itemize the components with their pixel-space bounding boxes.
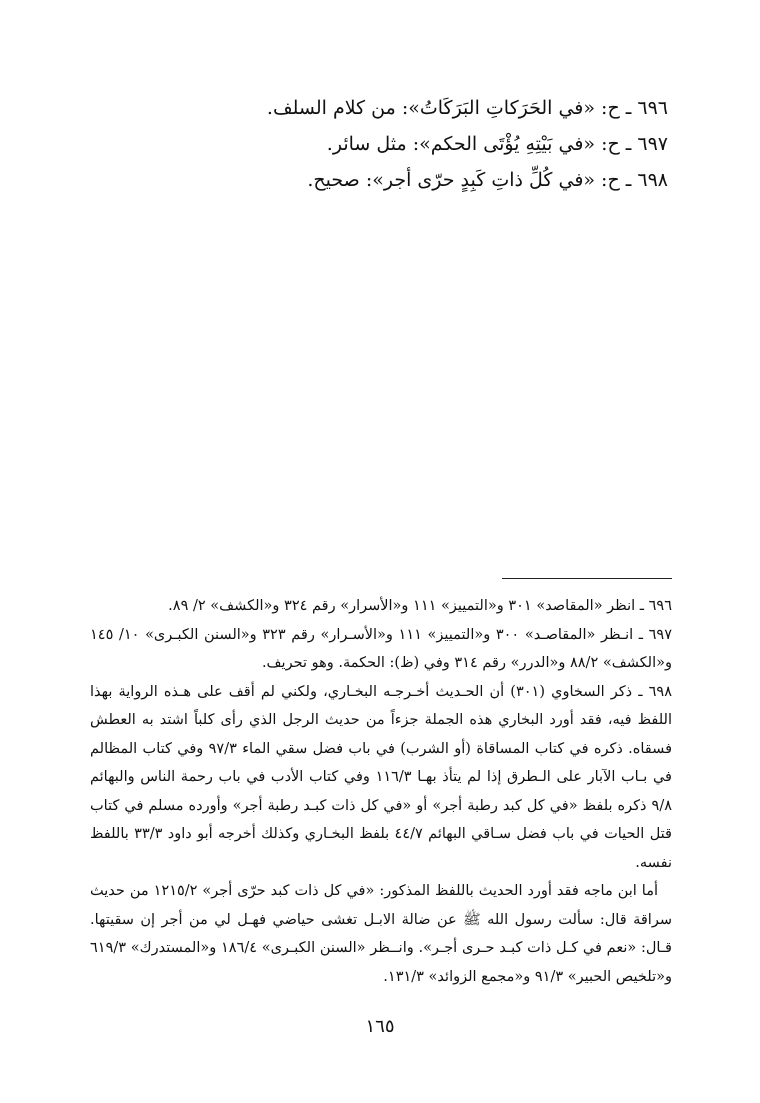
footnotes: [90, 592, 672, 991]
main-entry-698: ٦٩٨ ـ ح: «في كُلِّ ذاتِ كَبِدٍ حرّى أجر»: صحيح.: [307, 169, 668, 191]
footnote-696: ٦٩٦ ـ انظر «المقاصد» ٣٠١ و«التمييز» ١١١ و«الأسرار» رقم ٣٢٤ و«الكشف» ٢/ ٨٩.: [168, 598, 672, 614]
footnote-697: ٦٩٧ ـ انـظر «المقاصـد» ٣٠٠ و«التمييز» ١١١ و«الأسـرار» رقم ٣٢٣ و«السنن الكبـرى» ١٠/ ١٤٥ و«الكشف» ٨٨/٢ و«الدرر» رقم ٣١٤ وفي (ظ): الحكمة. وهو تحريف.: [90, 626, 673, 671]
main-text: [108, 90, 668, 198]
main-entry-696: ٦٩٦ ـ ح: «في الحَرَكاتِ البَرَكَاتُ»: من كلام السلف.: [266, 97, 668, 119]
footnote-separator: [502, 578, 672, 579]
main-entry-697: ٦٩٧ ـ ح: «في بَيْتِهِ يُؤْتَى الحكم»: مثل سائر.: [326, 133, 668, 155]
footnote-698-continuation: أما ابن ماجه فقد أورد الحديث باللفظ المذكور: «في كل ذات كبد حرّى أجر» ١٢١٥/٢ من حديث سراقة قال: سألت رسول الله ﷺ عن ضالة الابـل تغشى حياضي فهـل لي من أجر إن سقيتها. قـال: «نعم في كـل ذات كبـد حـرى أجـر». وانــظر «السنن الكبـرى» ١٨٦/٤ و«المستدرك» ٦١٩/٣ و«تلخيص الحبير» ٩١/٣ و«مجمع الزوائد» ١٣١/٣.: [90, 883, 672, 985]
footnote-698: ٦٩٨ ـ ذكر السخاوي (٣٠١) أن الحـديث أخـرجـه البخـاري، ولكني لم أقف على هـذه الرواية بهذا اللفظ فيه، فقد أورد البخاري هذه الجملة جزءاً من حديث الرجل الذي رأى كلباً اشتد به العطش فسقاه. ذكره في كتاب المساقاة (أو الشرب) في باب فضل سقي الماء ٩٧/٣ وفي كتاب المظالم في بـاب الآبار على الـطرق إذا لم يتأذ بهـا ١١٦/٣ وفي كتاب الأدب في باب رحمة الناس والبهائم ٩/٨ ذكره بلفظ «في كل كبد رطبة أجر» أو «في كل ذات كبـد رطبة أجر» وأورده مسلم في كتاب قتل الحيات في باب فضل سـاقي البهائم ٤٤/٧ بلفظ البخـاري وكذلك أخرجه أبو داود ٣٣/٣ باللفظ نفسه.: [90, 683, 672, 871]
page-number: ١٦٥: [365, 1016, 395, 1037]
